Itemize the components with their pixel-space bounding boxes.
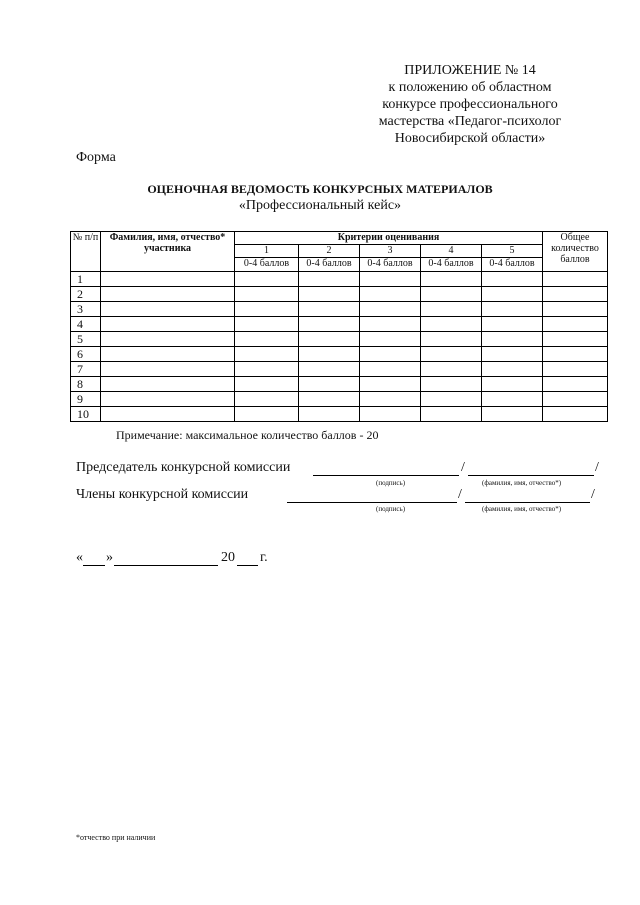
score-cell[interactable]: [482, 362, 543, 377]
members-slash-end: /: [591, 487, 595, 502]
row-number: 5: [71, 332, 101, 347]
appendix-line-3: конкурсе профессионального: [382, 97, 558, 112]
score-cell[interactable]: [299, 362, 360, 377]
score-cell[interactable]: [421, 287, 482, 302]
score-cell[interactable]: [421, 332, 482, 347]
members-slash: /: [458, 487, 462, 502]
score-cell[interactable]: [360, 317, 421, 332]
score-cell[interactable]: [101, 392, 235, 407]
score-cell[interactable]: [101, 377, 235, 392]
score-cell[interactable]: [421, 302, 482, 317]
score-cell[interactable]: [360, 302, 421, 317]
row-number: 6: [71, 347, 101, 362]
chairman-signature-line[interactable]: [313, 475, 459, 476]
score-cell[interactable]: [421, 272, 482, 287]
table-row: [71, 317, 608, 332]
members-name-line[interactable]: [465, 502, 590, 503]
row-number: 4: [71, 317, 101, 332]
appendix-line-2: к положению об областном: [388, 80, 552, 95]
score-cell[interactable]: [421, 407, 482, 422]
criterion-4: 4: [421, 245, 482, 258]
score-cell[interactable]: [543, 317, 608, 332]
table-row: [71, 392, 608, 407]
score-cell[interactable]: [482, 287, 543, 302]
members-label: Члены конкурсной комиссии: [76, 487, 249, 502]
score-cell[interactable]: [235, 287, 299, 302]
score-cell[interactable]: [299, 407, 360, 422]
score-cell[interactable]: [235, 362, 299, 377]
date-day-line[interactable]: [83, 565, 105, 566]
chairman-label: Председатель конкурсной комиссии: [76, 460, 291, 475]
score-cell[interactable]: [101, 317, 235, 332]
criterion-range: 0-4 баллов: [299, 258, 360, 272]
date-year-suffix: г.: [260, 550, 268, 565]
table-row: [71, 272, 608, 287]
score-cell[interactable]: [101, 287, 235, 302]
score-cell[interactable]: [299, 302, 360, 317]
chairman-slash-end: /: [595, 460, 599, 475]
table-row: [71, 332, 608, 347]
score-cell[interactable]: [299, 347, 360, 362]
score-cell[interactable]: [482, 392, 543, 407]
score-cell[interactable]: [299, 332, 360, 347]
appendix-header: [355, 62, 585, 147]
chairman-name-line[interactable]: [468, 475, 594, 476]
score-cell[interactable]: [299, 317, 360, 332]
score-cell[interactable]: [360, 392, 421, 407]
form-label: Форма: [76, 150, 116, 165]
row-number: 3: [71, 302, 101, 317]
criterion-2: 2: [299, 245, 360, 258]
score-cell[interactable]: [543, 377, 608, 392]
criterion-range: 0-4 баллов: [482, 258, 543, 272]
score-cell[interactable]: [482, 272, 543, 287]
score-cell[interactable]: [543, 392, 608, 407]
members-signature-hint: (подпись): [376, 505, 406, 513]
score-cell[interactable]: [543, 347, 608, 362]
table-row: [71, 377, 608, 392]
score-cell[interactable]: [101, 347, 235, 362]
score-cell[interactable]: [421, 347, 482, 362]
row-number: 7: [71, 362, 101, 377]
note: Примечание: максимальное количество баллов - 20: [116, 428, 379, 442]
score-cell[interactable]: [543, 332, 608, 347]
appendix-line-5: Новосибирской области»: [394, 131, 546, 146]
criterion-5: 5: [482, 245, 543, 258]
score-cell[interactable]: [421, 362, 482, 377]
row-number: 9: [71, 392, 101, 407]
document-title: ОЦЕНОЧНАЯ ВЕДОМОСТЬ КОНКУРСНЫХ МАТЕРИАЛОВ: [147, 182, 493, 196]
score-cell[interactable]: [235, 302, 299, 317]
score-cell[interactable]: [101, 332, 235, 347]
table-row: [71, 302, 608, 317]
date-month-line[interactable]: [114, 565, 218, 566]
score-cell[interactable]: [421, 377, 482, 392]
document-subtitle: «Профессиональный кейс»: [238, 198, 402, 213]
score-cell[interactable]: [235, 407, 299, 422]
score-cell[interactable]: [299, 272, 360, 287]
table-row: [71, 347, 608, 362]
appendix-line-4: мастерства «Педагог-психолог: [378, 114, 562, 129]
score-cell[interactable]: [299, 287, 360, 302]
score-cell[interactable]: [482, 347, 543, 362]
score-cell[interactable]: [101, 407, 235, 422]
criterion-1: 1: [235, 245, 299, 258]
members-name-hint: (фамилия, имя, отчество*): [482, 505, 562, 513]
score-cell[interactable]: [543, 287, 608, 302]
score-cell[interactable]: [235, 377, 299, 392]
row-number: 8: [71, 377, 101, 392]
evaluation-table: [70, 231, 608, 422]
score-cell[interactable]: [360, 347, 421, 362]
score-cell[interactable]: [299, 392, 360, 407]
score-cell[interactable]: [360, 287, 421, 302]
score-cell[interactable]: [360, 362, 421, 377]
score-cell[interactable]: [482, 317, 543, 332]
date-year-line[interactable]: [237, 565, 258, 566]
score-cell[interactable]: [235, 347, 299, 362]
score-cell[interactable]: [101, 362, 235, 377]
date-close-quote: »: [106, 550, 113, 565]
chairman-slash: /: [461, 460, 465, 475]
criterion-range: 0-4 баллов: [360, 258, 421, 272]
row-number: 10: [71, 407, 101, 422]
criterion-range: 0-4 баллов: [235, 258, 299, 272]
score-cell[interactable]: [101, 272, 235, 287]
score-cell[interactable]: [421, 392, 482, 407]
score-cell[interactable]: [360, 272, 421, 287]
chairman-signature-hint: (подпись): [376, 479, 406, 487]
row-number: 1: [71, 272, 101, 287]
score-cell[interactable]: [482, 407, 543, 422]
score-cell[interactable]: [543, 302, 608, 317]
score-cell[interactable]: [482, 302, 543, 317]
score-cell[interactable]: [482, 332, 543, 347]
score-cell[interactable]: [101, 302, 235, 317]
score-cell[interactable]: [235, 272, 299, 287]
table-row: [71, 287, 608, 302]
date-open-quote: «: [76, 550, 83, 565]
criterion-3: 3: [360, 245, 421, 258]
score-cell[interactable]: [360, 407, 421, 422]
score-cell[interactable]: [360, 377, 421, 392]
header-participant-name: Фамилия, имя, отчество* участника: [101, 232, 235, 272]
header-number: № п/п: [71, 232, 101, 272]
members-signature-line[interactable]: [287, 502, 457, 503]
footnote: *отчество при наличии: [76, 833, 156, 842]
score-cell[interactable]: [482, 377, 543, 392]
score-cell[interactable]: [421, 317, 482, 332]
header-total-score: Общее количество баллов: [543, 232, 608, 272]
score-cell[interactable]: [235, 392, 299, 407]
date-year-prefix: 20: [221, 550, 235, 565]
table-row: [71, 362, 608, 377]
chairman-name-hint: (фамилия, имя, отчество*): [482, 479, 562, 487]
header-criteria: Критерии оценивания: [235, 232, 543, 245]
criterion-range: 0-4 баллов: [421, 258, 482, 272]
table-row: [71, 407, 608, 422]
appendix-title: ПРИЛОЖЕНИЕ № 14: [404, 63, 536, 78]
score-cell[interactable]: [299, 377, 360, 392]
score-cell[interactable]: [543, 272, 608, 287]
score-cell[interactable]: [235, 332, 299, 347]
row-number: 2: [71, 287, 101, 302]
score-cell[interactable]: [543, 362, 608, 377]
score-cell[interactable]: [360, 332, 421, 347]
score-cell[interactable]: [543, 407, 608, 422]
score-cell[interactable]: [235, 317, 299, 332]
